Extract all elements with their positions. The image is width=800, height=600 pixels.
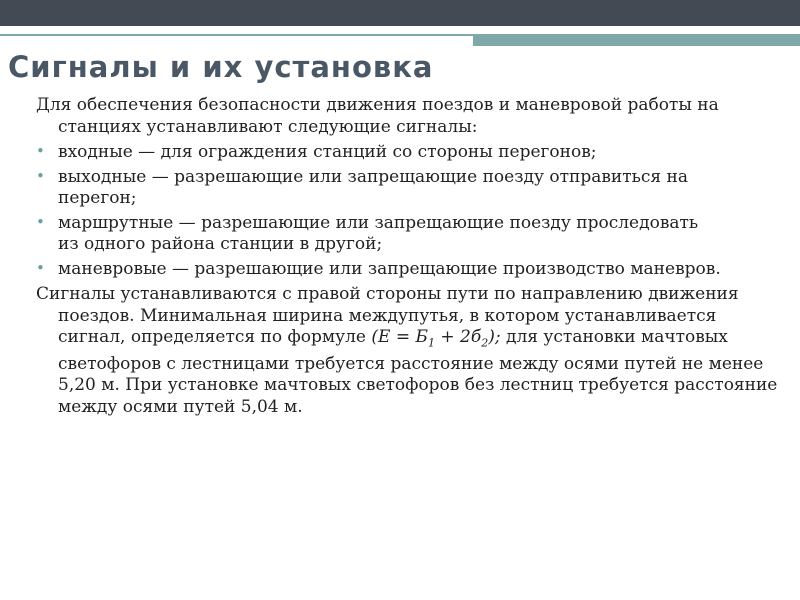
- list-item-line: перегон;: [58, 188, 137, 208]
- closing-paragraph: [36, 284, 786, 418]
- list-item-line: • выходные — разрешающие или запрещающие поезду отправиться на: [58, 166, 689, 187]
- formula-close: );: [488, 327, 501, 347]
- formula-subscript: 1: [427, 336, 435, 350]
- list-item: [36, 167, 786, 210]
- list-item: [36, 213, 786, 256]
- list-item: [36, 259, 786, 281]
- signal-list: [36, 142, 786, 280]
- list-item-line: из одного района станции в другой;: [58, 234, 383, 254]
- list-item-line: • маршрутные — разрешающие или запрещающие поезду проследовать: [58, 212, 699, 233]
- slide-body: [36, 95, 786, 418]
- list-item-line: • маневровые — разрешающие или запрещающие производство маневров.: [58, 258, 721, 279]
- formula-open: (Е = Б: [371, 327, 428, 347]
- header-accent-bar: [473, 34, 800, 46]
- closing-text-after: для установки мачтовых светофоров с лестницами требуется расстояние между осями путей не менее 5,20 м. При установке мачтовых светофоров без лестниц требуется расстояние между осями путей 5,04 м.: [58, 327, 778, 417]
- intro-paragraph: Для обеспечения безопасности движения поездов и маневровой работы на станциях устанавливают следующие сигналы:: [36, 95, 719, 137]
- formula-subscript: 2: [481, 336, 489, 350]
- header-bar: [0, 0, 800, 26]
- list-item-line: • входные — для ограждения станций со стороны перегонов;: [58, 142, 597, 162]
- formula-plus: + 2б: [434, 327, 482, 347]
- list-item: [36, 142, 786, 164]
- slide-title: Сигналы и их установка: [8, 50, 434, 84]
- formula: [371, 327, 501, 350]
- closing-text-before: Сигналы устанавливаются с правой стороны пути по направлению движения поездов. Минимальная ширина междупутья, в котором устанавливается сигнал, определяется по формуле: [36, 284, 739, 347]
